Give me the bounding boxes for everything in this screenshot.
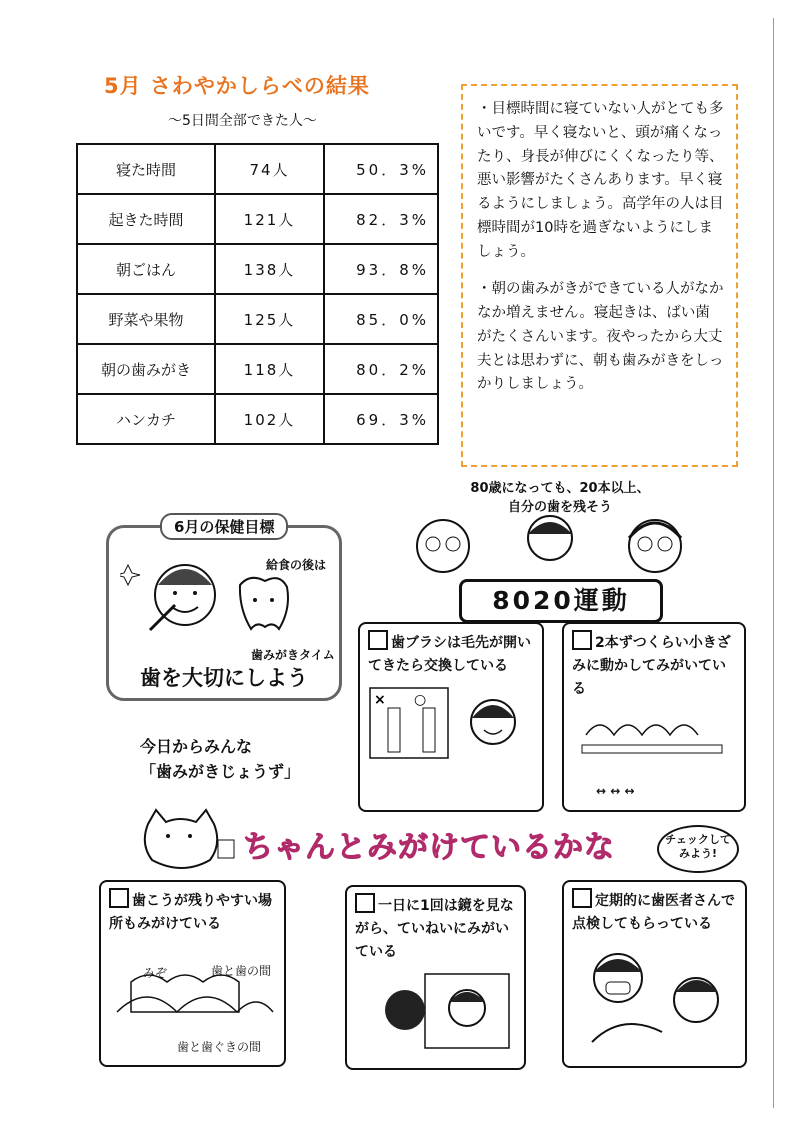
checkbox[interactable] <box>368 630 388 650</box>
percent-cell: 80．2% <box>324 344 438 394</box>
check-text: 一日に1回は鏡を見ながら、ていねいにみがいている <box>355 898 514 961</box>
elderly-and-child-illustration <box>405 508 695 588</box>
item-cell: ハンカチ <box>77 394 215 444</box>
count-cell: 118人 <box>215 344 324 394</box>
cat-brushing-illustration <box>128 806 240 872</box>
check-text: 歯ブラシは毛先が開いてきたら交換している <box>368 635 531 675</box>
stroke-arrows: ↔ ↔ ↔ <box>596 784 635 798</box>
check-card-dentist <box>562 880 747 1068</box>
percent-cell: 82．3% <box>324 194 438 244</box>
8020-banner: 8020運動 <box>459 579 663 623</box>
item-cell: 朝の歯みがき <box>77 344 215 394</box>
teeth-brushing-diagram <box>572 705 736 775</box>
check-bubble <box>657 825 739 873</box>
toothbrush-comparison-illustration <box>368 682 536 774</box>
advice-note-box <box>461 84 738 467</box>
table-row <box>77 344 438 394</box>
item-cell: 起きた時間 <box>77 194 215 244</box>
dentist-checkup-illustration <box>572 942 740 1050</box>
bubble-line-1: チェックして <box>665 833 731 846</box>
item-cell: 朝ごはん <box>77 244 215 294</box>
percent-cell: 69．3% <box>324 394 438 444</box>
check-text: 定期的に歯医者さんで点検してもらっている <box>572 893 735 933</box>
check-card-mirror <box>345 885 526 1070</box>
percent-cell: 85．0% <box>324 294 438 344</box>
table-row <box>77 394 438 444</box>
svg-text:○: ○ <box>414 692 427 709</box>
table-row <box>77 194 438 244</box>
check-card-small-strokes <box>562 622 746 812</box>
percent-cell: 50．3% <box>324 144 438 194</box>
today-heading <box>140 735 300 785</box>
label-groove: みぞ <box>143 966 168 980</box>
advice-brushing: ・朝の歯みがきができている人がなかなか増えません。寝起きは、ばい菌がたくさんいます。夜やったから大丈夫とは思わずに、朝も歯みがきをしっかりしましょう。 <box>477 281 724 393</box>
item-cell: 寝た時間 <box>77 144 215 194</box>
label-teeth-gum: 歯と歯ぐきの間 <box>177 1040 262 1054</box>
count-cell: 138人 <box>215 244 324 294</box>
checkbox[interactable] <box>109 888 129 908</box>
slogan-line-1: 80歳になっても、20本以上、 <box>470 481 650 496</box>
molar-teeth-diagram <box>109 942 279 1024</box>
mirror-child-illustration <box>355 970 515 1050</box>
table-row <box>77 294 438 344</box>
today-line-2: 「歯みがきじょうず」 <box>140 761 301 781</box>
check-card-plaque-spots <box>99 880 286 1067</box>
count-cell: 102人 <box>215 394 324 444</box>
percent-cell: 93．8% <box>324 244 438 294</box>
page-edge-line <box>773 18 774 1108</box>
today-line-1: 今日からみんな <box>140 737 253 756</box>
table-row <box>77 144 438 194</box>
page-subtitle: 〜5日間全部できた人〜 <box>168 113 317 129</box>
bubble-line-2: みよう! <box>678 847 718 861</box>
check-heading: ちゃんとみがけているかな <box>243 830 615 865</box>
table-row <box>77 244 438 294</box>
label-between-teeth: 歯と歯の間 <box>211 964 272 978</box>
slogan-line-2: 自分の歯を残そう <box>507 499 612 515</box>
count-cell: 121人 <box>215 194 324 244</box>
page-title: 5月 さわやかしらべの結果 <box>104 74 370 98</box>
check-card-toothbrush <box>358 622 544 812</box>
item-cell: 野菜や果物 <box>77 294 215 344</box>
results-table <box>76 143 439 445</box>
checkbox[interactable] <box>572 888 592 908</box>
checkbox[interactable] <box>355 893 375 913</box>
check-text: 歯こうが残りやすい場所もみがけている <box>109 893 272 933</box>
caption-brushing-time: 歯みがきタイム <box>251 648 335 662</box>
health-goal-tag: 6月の保健目標 <box>160 513 288 540</box>
count-cell: 125人 <box>215 294 324 344</box>
checkbox[interactable] <box>572 630 592 650</box>
caption-after-lunch: 給食の後は <box>266 558 327 572</box>
svg-text:×: × <box>374 692 386 709</box>
health-goal-main: 歯を大切にしよう <box>140 666 308 690</box>
check-text: 2本ずつくらい小きざみに動かしてみがいている <box>572 635 731 698</box>
count-cell: 74人 <box>215 144 324 194</box>
advice-sleep: ・目標時間に寝ていない人がとても多いです。早く寝ないと、頭が痛くなったり、身長が伸びにくくなったり等、悪い影響がたくさんあります。早く寝るようにしましょう。高学年の人は目標時間が10時を過ぎないようにしましょう。 <box>477 101 724 260</box>
